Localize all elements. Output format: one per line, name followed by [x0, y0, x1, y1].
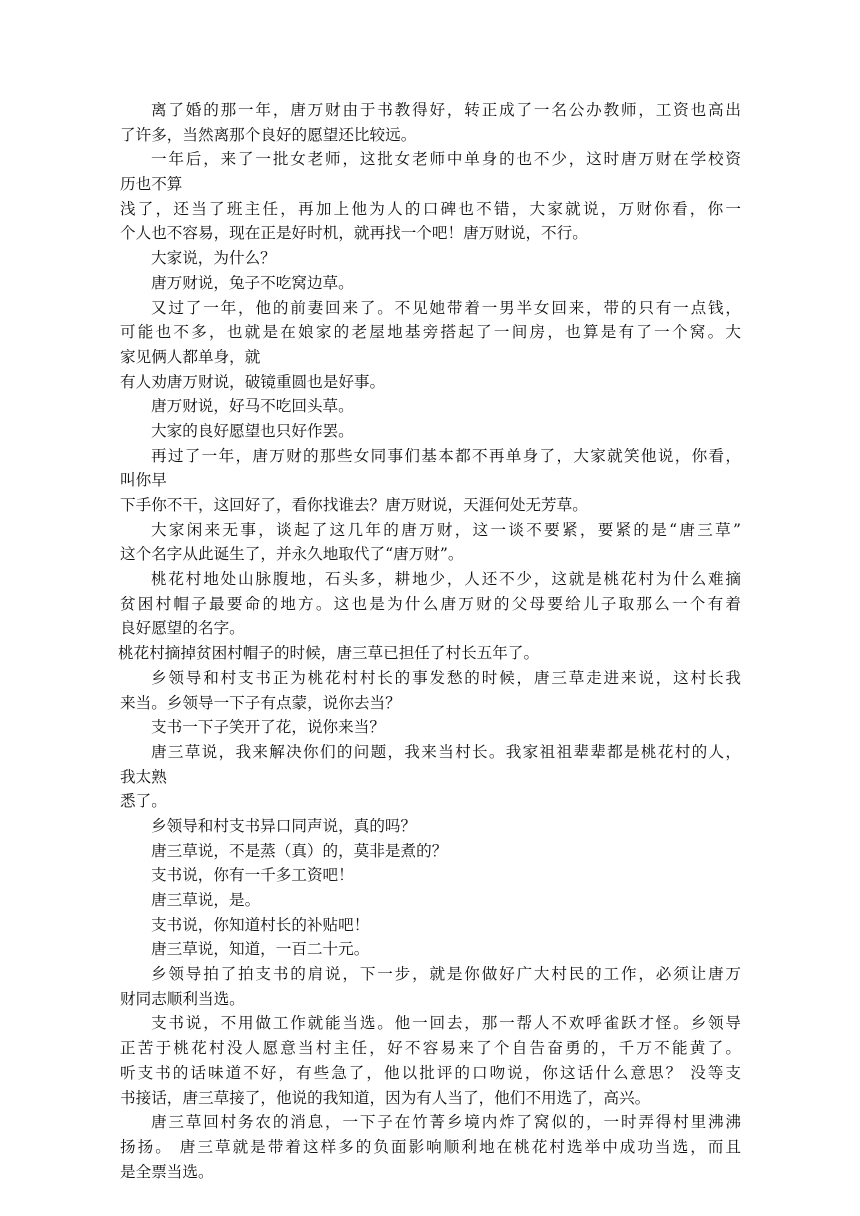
text-line: 来当。乡领导一下子有点蒙，说你去当？ [120, 693, 401, 712]
text-line: 支书说，你有一千多工资吧！ [151, 866, 354, 885]
text-line: 历也不算 [120, 175, 183, 194]
text-line: 悉了。 [120, 792, 167, 811]
text-line: 了许多，当然离那个良好的愿望还比较远。 [120, 125, 417, 144]
text-line: 书接话，唐三草接了，他说的我知道，因为有人当了，他们不用选了，高兴。 [120, 1088, 651, 1107]
text-line: 乡领导和村支书异口同声说，真的吗？ [151, 816, 417, 835]
text-line: 唐三草说，我来解决你们的问题，我来当村长。我家祖祖辈辈都是桃花村的人， [151, 742, 741, 761]
text-line: 财同志顺利当选。 [120, 989, 245, 1008]
text-line: 一年后，来了一批女老师，这批女老师中单身的也不少，这时唐万财在学校资 [151, 150, 741, 169]
text-line: 我太熟 [120, 767, 167, 786]
text-line: 良好愿望的名字。 [120, 619, 245, 638]
text-line: 大家说，为什么？ [151, 249, 276, 268]
document-page [120, 98, 741, 1184]
text-line: 桃花村摘掉贫困村帽子的时候，唐三草已担任了村长五年了。 [118, 644, 540, 663]
text-line: 这个名字从此诞生了，并永久地取代了“唐万财”。 [120, 545, 464, 564]
text-line: 支书说，不用做工作就能当选。他一回去，那一帮人不欢呼雀跃才怪。乡领导 [151, 1014, 741, 1033]
text-line: 浅了，还当了班主任，再加上他为人的口碑也不错，大家就说，万财你看，你一 [120, 199, 741, 218]
text-line: 家见俩人都单身，就 [120, 347, 261, 366]
text-line: 又过了一年，他的前妻回来了。不见她带着一男半女回来，带的只有一点钱， [151, 298, 741, 317]
text-line: 正苦于桃花村没人愿意当村主任，好不容易来了个自告奋勇的，千万不能黄了。 [120, 1039, 741, 1058]
text-line: 有人劝唐万财说，破镜重圆也是好事。 [120, 372, 386, 391]
text-line: 唐万财说，兔子不吃窝边草。 [151, 273, 354, 292]
text-line: 唐万财说，好马不吃回头草。 [151, 397, 354, 416]
text-line: 是全票当选。 [120, 1162, 214, 1181]
text-line: 离了婚的那一年，唐万财由于书教得好，转正成了一名公办教师，工资也高出 [151, 101, 741, 119]
text-line: 扬扬。 唐三草就是带着这样多的负面影响顺利地在桃花村选举中成功当选，而且 [120, 1137, 741, 1156]
text-line: 贫困村帽子最要命的地方。这也是为什么唐万财的父母要给儿子取那么一个有着 [120, 594, 741, 613]
text-line: 乡领导拍了拍支书的肩说，下一步，就是你做好广大村民的工作，必须让唐万 [151, 965, 741, 984]
text-line: 大家的良好愿望也只好作罢。 [151, 421, 354, 440]
text-line: 大家闲来无事，谈起了这几年的唐万财，这一谈不要紧，要紧的是“唐三草” [151, 520, 741, 539]
text-line: 个人也不容易，现在正是好时机，就再找一个吧！唐万财说，不行。 [120, 224, 588, 243]
text-line: 支书说，你知道村长的补贴吧！ [151, 915, 370, 934]
text-line: 桃花村地处山脉腹地，石头多，耕地少，人还不少，这就是桃花村为什么难摘 [151, 570, 741, 589]
text-line: 下手你不干，这回好了，看你找谁去？唐万财说，天涯何处无芳草。 [120, 496, 588, 514]
text-line: 唐三草回村务农的消息，一下子在竹菁乡境内炸了窝似的，一时弄得村里沸沸 [151, 1113, 741, 1132]
text-line: 支书一下子笑开了花，说你来当？ [151, 718, 385, 737]
text-line: 唐三草说，不是蒸（真）的，莫非是煮的？ [151, 841, 448, 860]
text-line: 再过了一年，唐万财的那些女同事们基本都不再单身了，大家就笑他说，你看， [151, 446, 741, 465]
text-line: 可能也不多，也就是在娘家的老屋地基旁搭起了一间房，也算是有了一个窝。大 [120, 323, 741, 342]
text-line: 叫你早 [120, 471, 167, 490]
text-line: 听支书的话味道不好，有些急了，他以批评的口吻说，你这话什么意思？ 没等支 [120, 1063, 741, 1082]
text-line: 唐三草说，是。 [151, 891, 261, 909]
text-line: 乡领导和村支书正为桃花村村长的事发愁的时候，唐三草走进来说，这村长我 [151, 668, 741, 687]
text-line: 唐三草说，知道，一百二十元。 [151, 940, 370, 959]
